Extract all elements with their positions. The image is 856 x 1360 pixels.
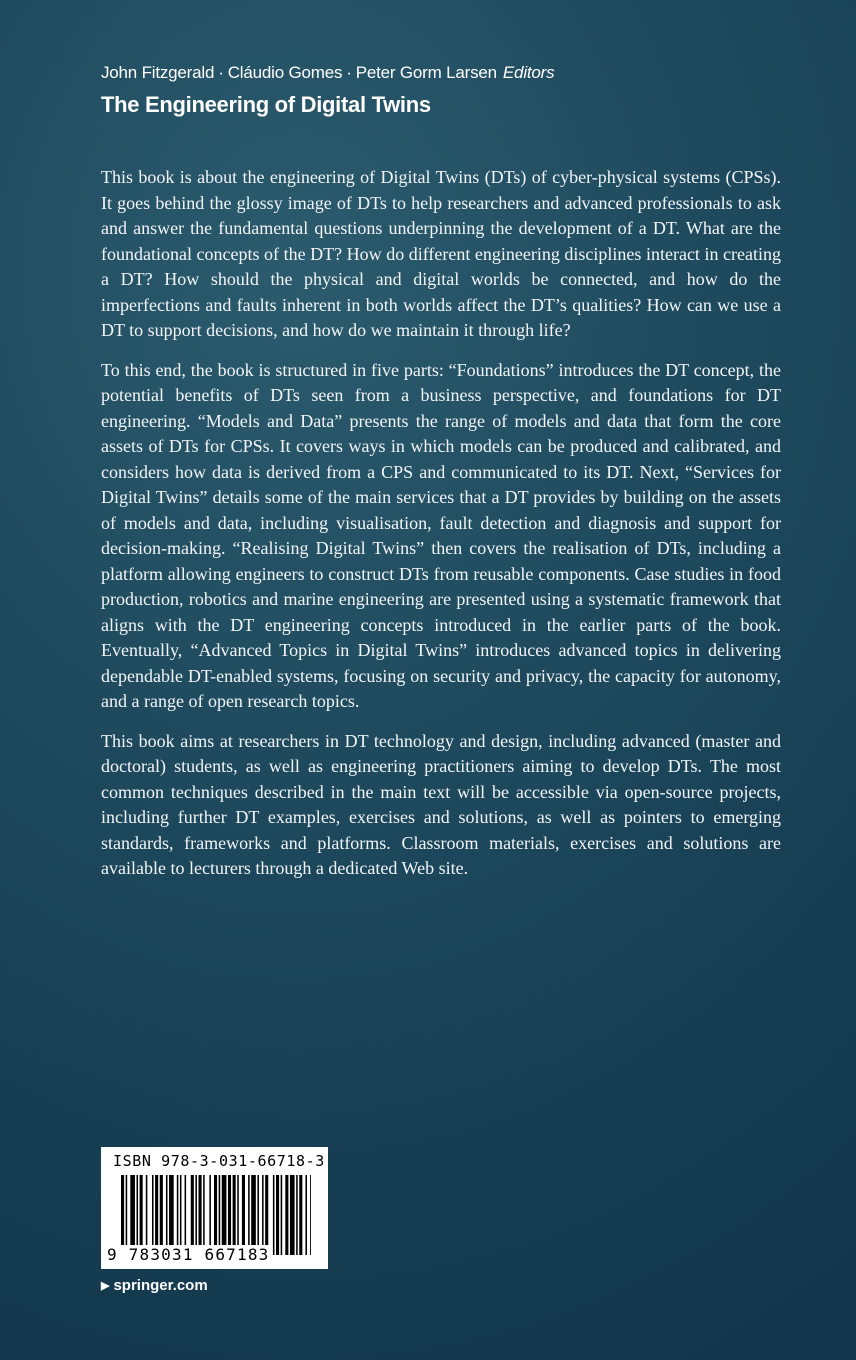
barcode-bar [126, 1175, 128, 1255]
barcode-bar [237, 1175, 239, 1255]
barcode-bar [299, 1175, 302, 1255]
barcode-bar [199, 1175, 202, 1255]
editors-role: Editors [502, 63, 555, 82]
barcode-bar [276, 1175, 279, 1255]
barcode-bar [155, 1175, 158, 1255]
barcode-digits: 9 783031 667183 [107, 1245, 270, 1264]
publisher-link[interactable] [101, 1276, 208, 1296]
barcode-bar [180, 1175, 182, 1255]
barcode-bar [160, 1175, 163, 1255]
barcode-bar [219, 1175, 221, 1255]
barcode-bar [146, 1175, 148, 1255]
barcode-bar [273, 1175, 275, 1255]
blurb-paragraph: To this end, the book is structured in five parts: “Foundations” introduces the DT concept, the potential benefits of DTs seen from a business perspective, and foundations for DT engineering. “Models and Data” presents the range of models and data that form the core assets of DTs for CPSs. It covers ways in which models can be produced and calibrated, and considers how data is derived from a CPS and communicated to its DT. Next, “Services for Digital Twins” details some of the main services that a DT provides by building on the assets of models and data, including visualisation, fault detection and diagnosis and support for decision-making. “Realising Digital Twins” then covers the realisation of DTs, including a platform allowing engineers to construct DTs from reusable components. Case studies in food production, robotics and marine engineering are presented using a systematic framework that aligns with the DT engineering concepts introduced in the earlier parts of the book. Eventually, “Advanced Topics in Digital Twins” introduces advanced topics in delivering dependable DT-enabled systems, focusing on security and privacy, the capacity for autonomy, and a range of open research topics. [101, 359, 781, 711]
barcode-bar [265, 1175, 268, 1255]
barcode-bar [248, 1175, 250, 1255]
barcode-bar [177, 1175, 179, 1255]
publisher-url: springer.com [113, 1277, 208, 1294]
isbn-label: ISBN 978-3-031-66718-3 [113, 1152, 325, 1170]
barcode-bar [242, 1175, 245, 1255]
barcode-bar [281, 1175, 283, 1255]
editor-separator: · [346, 63, 352, 82]
editor-name: Cláudio Gomes [227, 63, 343, 82]
barcode-bar [228, 1175, 231, 1255]
barcode-bar [296, 1175, 298, 1255]
blurb-paragraph: This book is about the engineering of Digital Twins (DTs) of cyber-physical systems (CPSs). It goes behind the glossy image of DTs to help researchers and advanced professionals to ask and answer the fundamental questions underpinning the development of a DT. What are the foundational concepts of the DT? How do different engineering disciplines interact in creating a DT? How should the physical and digital worlds be connected, and how do the imperfections and faults inherent in both worlds affect the DT’s qualities? How can we use a DT to support decisions, and how do we maintain it through life? [101, 167, 781, 340]
editor-name: John Fitzgerald [101, 63, 215, 82]
barcode-bar [185, 1175, 187, 1255]
barcode-bar [251, 1175, 256, 1255]
barcode-bar [233, 1175, 236, 1255]
blurb [101, 165, 781, 896]
barcode-bar [191, 1175, 194, 1255]
barcode-bar [121, 1175, 124, 1255]
barcode-bar [222, 1175, 227, 1255]
barcode-bar [195, 1175, 197, 1255]
triangle-arrow-icon: ▶ [101, 1280, 110, 1292]
barcode-bar [169, 1175, 174, 1255]
barcode-bar [137, 1175, 139, 1255]
barcode-bars [121, 1175, 311, 1255]
barcode-bar [203, 1175, 205, 1255]
editors-line [101, 62, 554, 84]
barcode-bar [214, 1175, 217, 1255]
barcode-bar [152, 1175, 154, 1255]
barcode-bar [310, 1175, 311, 1255]
blurb-paragraph: This book aims at researchers in DT technology and design, including advanced (master and doctoral) students, as well as engineering practitioners aiming to develop DTs. The most common techniques described in the main text will be accessible via open-source projects, including further DT examples, exercises and solutions, as well as pointers to emerging standards, frameworks and platforms. Classroom materials, exercises and solutions are available to lecturers through a dedicated Web site. [101, 730, 781, 878]
isbn-barcode [101, 1147, 328, 1269]
editor-separator: · [218, 63, 224, 82]
barcode-bar [166, 1175, 168, 1255]
barcode-bar [130, 1175, 135, 1255]
barcode-bar [257, 1175, 259, 1255]
book-title: The Engineering of Digital Twins [101, 92, 431, 117]
barcode-bar [285, 1175, 288, 1255]
barcode-bar [262, 1175, 264, 1255]
editor-name: Peter Gorm Larsen [355, 63, 497, 82]
barcode-bar [290, 1175, 295, 1255]
barcode-bar [140, 1175, 143, 1255]
barcode-bar [209, 1175, 211, 1255]
barcode-bar [305, 1175, 307, 1255]
